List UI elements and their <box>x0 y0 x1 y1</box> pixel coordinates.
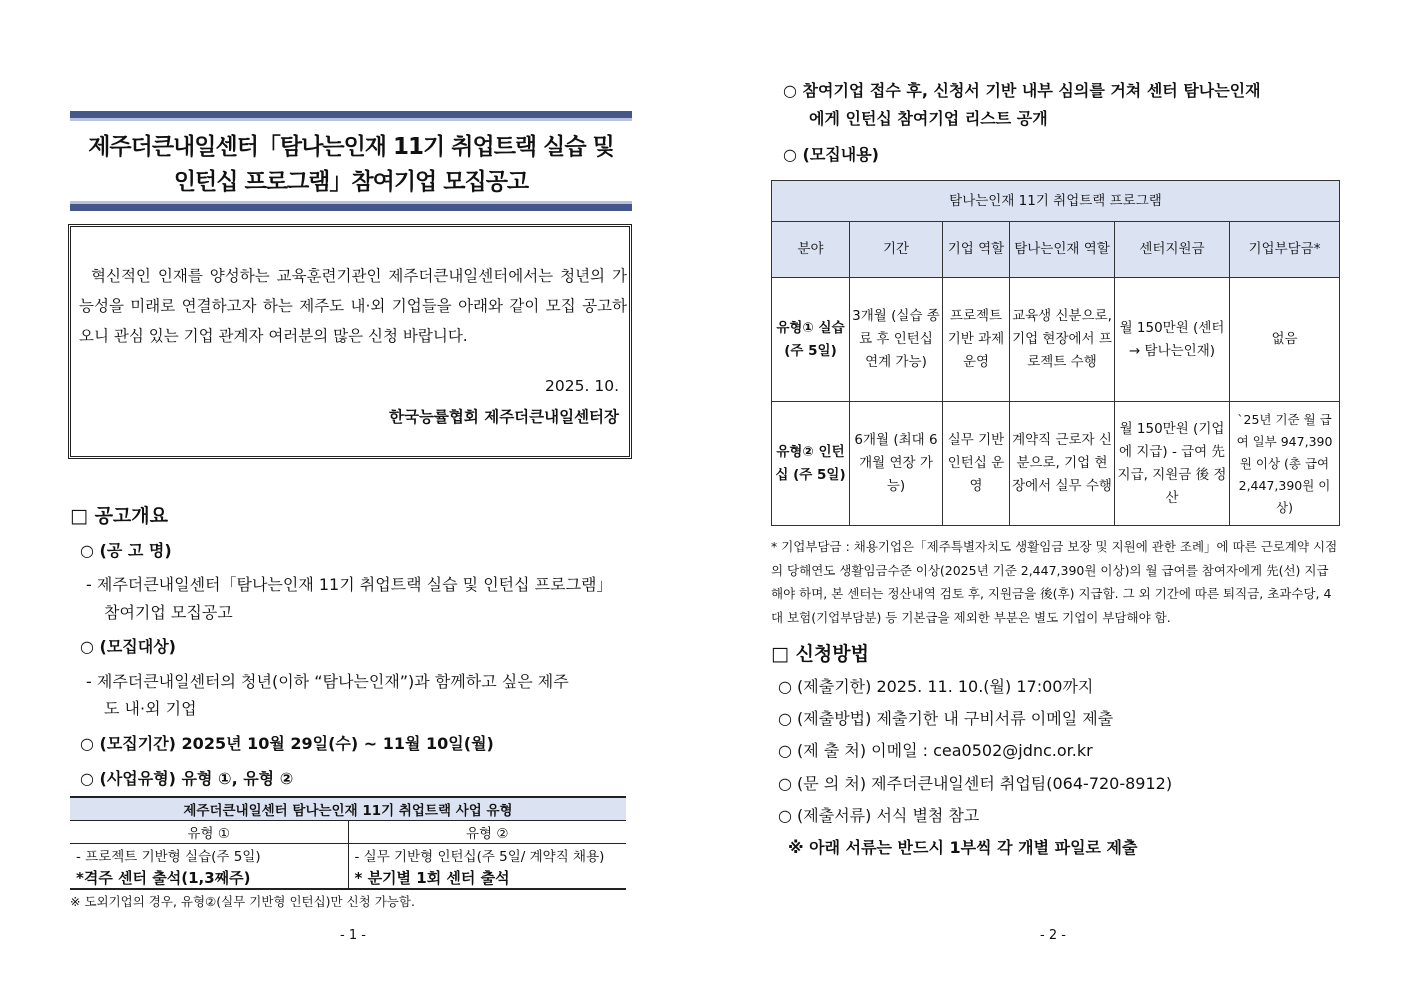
notice-name-text1: - 제주더큰내일센터「탐나는인재 11기 취업트랙 실습 및 인턴십 프로그램」 <box>86 575 613 594</box>
target-label: ○ (모집대상) <box>80 637 176 656</box>
company-burden-note: * 기업부담금 : 채용기업은「제주특별자치도 생활임금 보장 및 지원에 관한 조례」에 따른 근로계약 시점의 당해연도 생활임금수준 이상(2025년 기준 2,447,390원 이상)의 월 급여를 참여자에게 先(선) 지급해야 하며, 본 센터는 정산내역 검토 후, 지원금을 後(후) 지급함. 그 외 기간에 따른 퇴직금, 초과수당, 4대 보험(기업부담분) 등 기본급을 제외한 부분은 별도 기업이 부담해야 함. <box>771 539 1338 625</box>
page1-number: - 1 - <box>340 928 366 943</box>
col-head-period: 기간 <box>850 222 943 278</box>
title-top-rule <box>70 111 632 118</box>
section-apply-heading: □ 신청방법 <box>771 643 869 665</box>
row2-talent-role: 계약직 근로자 신분으로, 기업 현장에서 실무 수행 <box>1010 402 1115 526</box>
col-head-field: 분야 <box>772 222 850 278</box>
target-text2: 도 내·외 기업 <box>104 699 197 718</box>
row1-center-support: 월 150만원 (센터 → 탐나는인재) <box>1115 278 1230 402</box>
file-warning: ※ 아래 서류는 반드시 1부씩 각 개별 파일로 제출 <box>788 838 1138 857</box>
intro-text: 혁신적인 인재를 양성하는 교육훈련기관인 제주더큰내일센터에서는 청년의 가능성을 미래로 연결하고자 하는 제주도 내·외 기업들을 아래와 같이 모집 공고하오니 관심 있는 기업 관계자 여러분의 많은 신청 바랍니다. <box>79 267 627 345</box>
page-title-line2: 인턴십 프로그램」참여기업 모집공고 <box>173 169 529 195</box>
page1-footnote: ※ 도외기업의 경우, 유형②(실무 기반형 인턴십)만 신청 가능함. <box>70 894 415 909</box>
notice-name-label: ○ (공 고 명) <box>80 541 172 560</box>
target-text1: - 제주더큰내일센터의 청년(이하 “탐나는인재”)과 함께하고 싶은 제주 <box>86 672 569 691</box>
notice-name-text2: 참여기업 모집공고 <box>104 603 233 622</box>
apply-method: ○ (제출방법) 제출기한 내 구비서류 이메일 제출 <box>778 709 1114 728</box>
row2-field: 유형② 인턴십 (주 5일) <box>772 402 850 526</box>
business-type-table <box>70 796 626 890</box>
type-table-caption: 제주더큰내일센터 탐나는인재 11기 취업트랙 사업 유형 <box>70 797 626 821</box>
row1-company-role: 프로젝트 기반 과제 운영 <box>943 278 1010 402</box>
title-bottom-rule <box>70 204 632 211</box>
apply-documents: ○ (제출서류) 서식 별첨 참고 <box>778 806 980 825</box>
issuing-org: 한국능률협회 제주더큰내일센터장 <box>389 408 619 426</box>
apply-submit-to: ○ (제 출 처) 이메일 : cea0502@jdnc.or.kr <box>778 741 1093 760</box>
program-table <box>771 180 1340 526</box>
type2-head: 유형 ② <box>348 821 626 844</box>
row2-center-support: 월 150만원 (기업에 지급) - 급여 先 지급, 지원금 後 정산 <box>1115 402 1230 526</box>
business-type: ○ (사업유형) 유형 ①, 유형 ② <box>80 769 294 788</box>
col-head-center-support: 센터지원금 <box>1115 222 1230 278</box>
type1-attendance: *격주 센터 출석(1,3째주) <box>70 866 348 889</box>
intro-box <box>68 224 632 459</box>
type2-attendance: * 분기별 1회 센터 출석 <box>348 866 626 889</box>
program-table-caption: 탐나는인재 11기 취업트랙 프로그램 <box>772 181 1340 222</box>
type1-desc: - 프로젝트 기반형 실습(주 5일) <box>70 844 348 867</box>
row1-period: 3개월 (실습 종료 후 인턴십 연계 가능) <box>850 278 943 402</box>
row1-company-burden: 없음 <box>1230 278 1340 402</box>
apply-contact: ○ (문 의 처) 제주더큰내일센터 취업팀(064-720-8912) <box>778 774 1173 793</box>
row1-field: 유형① 실습 (주 5일) <box>772 278 850 402</box>
row2-company-role: 실무 기반 인턴십 운영 <box>943 402 1010 526</box>
col-head-talent-role: 탐나는인재 역할 <box>1010 222 1115 278</box>
notice-date: 2025. 10. <box>545 377 619 395</box>
page2-number: - 2 - <box>1040 928 1066 943</box>
content-label: ○ (모집내용) <box>783 145 879 164</box>
intro-line1: ○ 참여기업 접수 후, 신청서 기반 내부 심의를 거쳐 센터 탐나는인재 <box>783 81 1261 100</box>
page-title-line1: 제주더큰내일센터「탐나는인재 11기 취업트랙 실습 및 <box>88 134 614 160</box>
row2-period: 6개월 (최대 6개월 연장 가능) <box>850 402 943 526</box>
type2-desc: - 실무 기반형 인턴십(주 5일/ 계약직 채용) <box>354 849 605 865</box>
apply-deadline: ○ (제출기한) 2025. 11. 10.(월) 17:00까지 <box>778 677 1094 696</box>
row1-talent-role: 교육생 신분으로, 기업 현장에서 프로젝트 수행 <box>1010 278 1115 402</box>
row2-company-burden: `25년 기준 월 급여 일부 947,390원 이상 (총 급여 2,447,390원 이상) <box>1230 402 1340 526</box>
section-overview-heading: □ 공고개요 <box>70 505 168 527</box>
col-head-company-burden: 기업부담금* <box>1230 222 1340 278</box>
recruit-period: ○ (모집기간) 2025년 10월 29일(수) ~ 11월 10일(월) <box>80 734 494 753</box>
type1-head: 유형 ① <box>70 821 348 844</box>
col-head-company-role: 기업 역할 <box>943 222 1010 278</box>
title-top-rule-light <box>70 118 632 121</box>
intro-line2: 에게 인턴십 참여기업 리스트 공개 <box>809 109 1048 128</box>
